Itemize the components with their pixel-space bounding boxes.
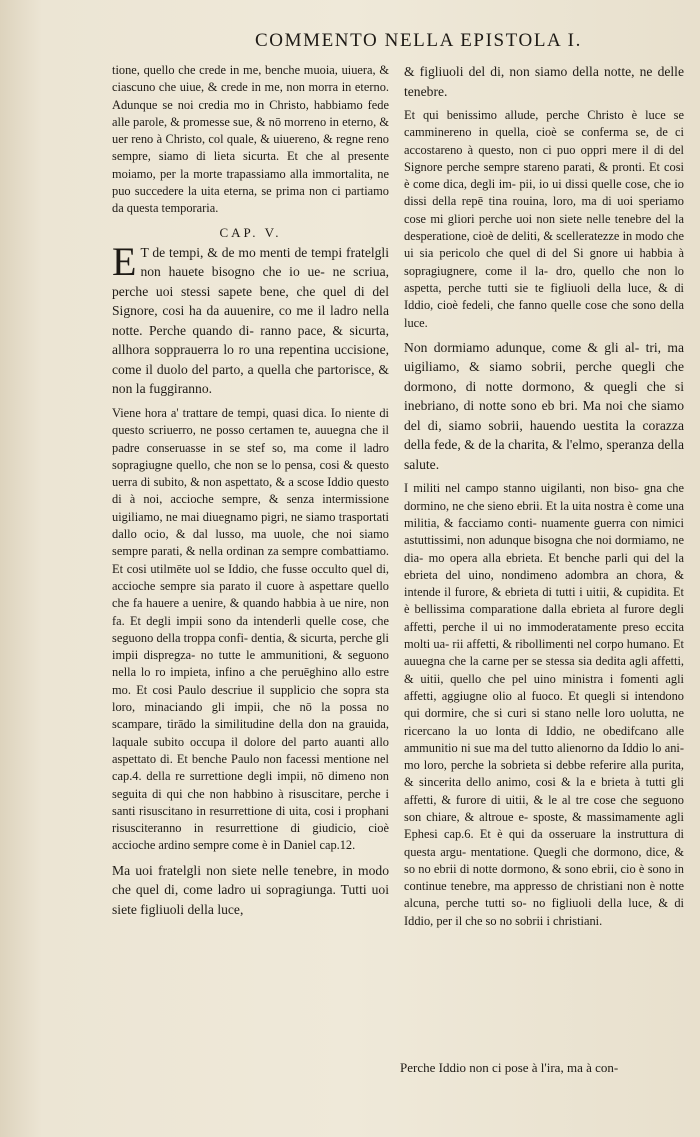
paragraph: tione, quello che crede in me, benche muoia, uiuera, & ciascuno che uiue, & crede in me, non morra in eterno. Adunque se noi credia mo in Christo, habbiamo fede alle parole, & promesse sue, & nō morreno in eterno, & uer reno à Christo, col quale, & uiuereno, & regne reno sempre, siamo di lieta sicurta. Et che al presente moiamo, per la morte trapassiamo alla immortalita, ne puo succedere la uita eterna, se prima non ci partiamo da questa temporaria. [112, 63, 389, 216]
commentary-paragraph: Et qui benissimo allude, perche Christo è luce se camminereno in quella, cioè se conferma se, de ci accostareno à questo, non ci puo oppri mere il di del Signore perche sempre stareno parati, & pronti. Et cosi è come dica, degli im- pii, io ui dissi quelle cose, che io dissi della repē tina rouina, loro, ma di uoi speriamo cose mi gliori perche uoi non siete nelle tenebre del la desperatione, cioè de deliti, & scelleratezze in modo che ui sia pericolo che quel di del Si gnore ui habbia à sopragiugnere, come il la- dro, quello che non lo aspetta, perche tutti sie te figliuoli della luce, & di Iddio, cioè fedeli, che fanno quelle cose che sono della luce. [404, 108, 684, 330]
chapter-heading: CAP. V. [219, 224, 282, 240]
right-column [404, 62, 684, 936]
scripture-paragraph: Non dormiamo adunque, come & gli al- tri, ma uigiliamo, & siamo sobrii, perche quegli che dormono, di notte dormono, & quegli che si inebriano, di notte sono eb bri. Ma noi che siamo del di, siamo sobrii, hauendo uestita la corazza della fede, & de la charita, & l'elmo, speranza della salute. [404, 339, 684, 472]
catchline: Perche Iddio non ci pose à l'ira, ma à con- [400, 1060, 619, 1075]
left-column [112, 62, 389, 925]
scripture-paragraph: & figliuoli del di, non siamo della notte, ne delle tenebre. [404, 64, 684, 99]
scripture-paragraph: Ma uoi fratelgli non siete nelle tenebre, in modo che quel di, come ladro ui sopragiunga. Tutti uoi siete figliuoli della luce, [112, 862, 389, 917]
commentary-paragraph: I militi nel campo stanno uigilanti, non biso- gna che dormino, ne che sieno ebrii. Et la uita nostra è come una militia, & facciamo conti- nuamente guerra con nimici astuttissimi, non adunque bisogna che noi dormiamo, ne dia- mo opera alla ebrieta. Et benche parli qui del la ebrieta del uino, nondimeno adombra an chora, & intende il furore, & ebrieta di tutti i uitii, & cupidita. Et è bellissima comparatione dalla ebrieta al furore degli affetti, perche il ui no immoderatamente preso eccita molti ua- rii affetti, & ribollimenti nel corpo humano. Et auuegna che la carne per se stessa sia dedita agli affetti, & uitii, quello che pel uino ministra i fomenti agli affetti, aggiugne olio al fuoco. Et quegli si intendono qui dormire, che si curi si stano nelle loro uolutta, ne ricercano la uo lonta di Iddio, ne obedifcano alle ammunitio ni sue ma del tutto alienorno da Iddio lo ani- mo loro, perche la sobrieta si debbe referire alla purita, & sincerita dello animo, cosi & la e brieta à tutti gli affetti, & furore di uitii, & le al tre cose che seguono son chiare, & altroue e- sposte, & massimamente agli Ephesi cap.6. Et è qui da osseruare la instruttura di questa argu- mentatione. Quegli che dormono, dice, & so no ebrii di notte dormono, & sono ebrii, cio è sono in continue tenebre, ma appresso de christiani non è notte alcuna, perche tutti so- no figliuoli della luce, & di Iddio, per il che so no sobrii i christiani. [404, 481, 684, 928]
scripture-paragraph: ET de tempi, & de mo menti de tempi fratelgli non hauete bisogno che io ue- ne scriua, perche uoi stessi sapete bene, che quel di del Signore, cosi ha da auuenire, co me il ladro nella notte. Perche quando di- ranno pace, & sicurta, allhora sopprauerra lo ro una repentina uccisione, come il duolo del parto, a quella che partorisce, & non la fuggiranno. [112, 238, 389, 397]
running-head: COMMENTO NELLA EPISTOLA I. [255, 30, 582, 51]
commentary-paragraph: Viene hora a' trattare de tempi, quasi dica. Io niente di questo scriuerro, ne posso certamen te, auuegna che il padre conseruasse in se stef so, ma come il ladro sopragiugne quello, che non se lo pensa, cosi & questo uerra di subito, & non aspettato, & a scose Iddio questo di à noi, accioche sempre, & senza intermissione uigiliamo, ne mai diuegnamo pigri, ne siamo trasportati dallo ocio, & dal lusso, ma uuole, che noi siamo sempre parati, & nella ordinan za sempre combattiamo. Et cosi utilmēte uol se Iddio, che fusse occulto quel di, accioche sempre sia parato il cuore à aspettare quello che fa hauere a uenire, & quando habbia à ue nire, non fa. Et degli impii sono da intenderli quelle cose, che seguono della troppa confi- dentia, & sicurta, perche gli impii dispregza- no tutte le ammunitioni, & seguono nella lo ro impieta, infino a che peruēghino allo estre mo. Et cosi Paulo descriue il supplicio che sopra sta loro, minaciando gli impii, che nō la possa no scampare, tirādo la similitudine della don na grauida, laquale subito occupa il dolore del parto auanti allo aspettato di. Et benche Paulo non facessi mentione nel cap.4. della re surrettione degli impii, nō dimeno non seguita di qui che non habbino à risuscitare, perche i santi risuscitano in resurrettione di uita, cosi i prophani risusciteranno in resurrettione di giudicio, cioè accioche ardino sempre come è in Daniel cap.12. [112, 405, 389, 853]
